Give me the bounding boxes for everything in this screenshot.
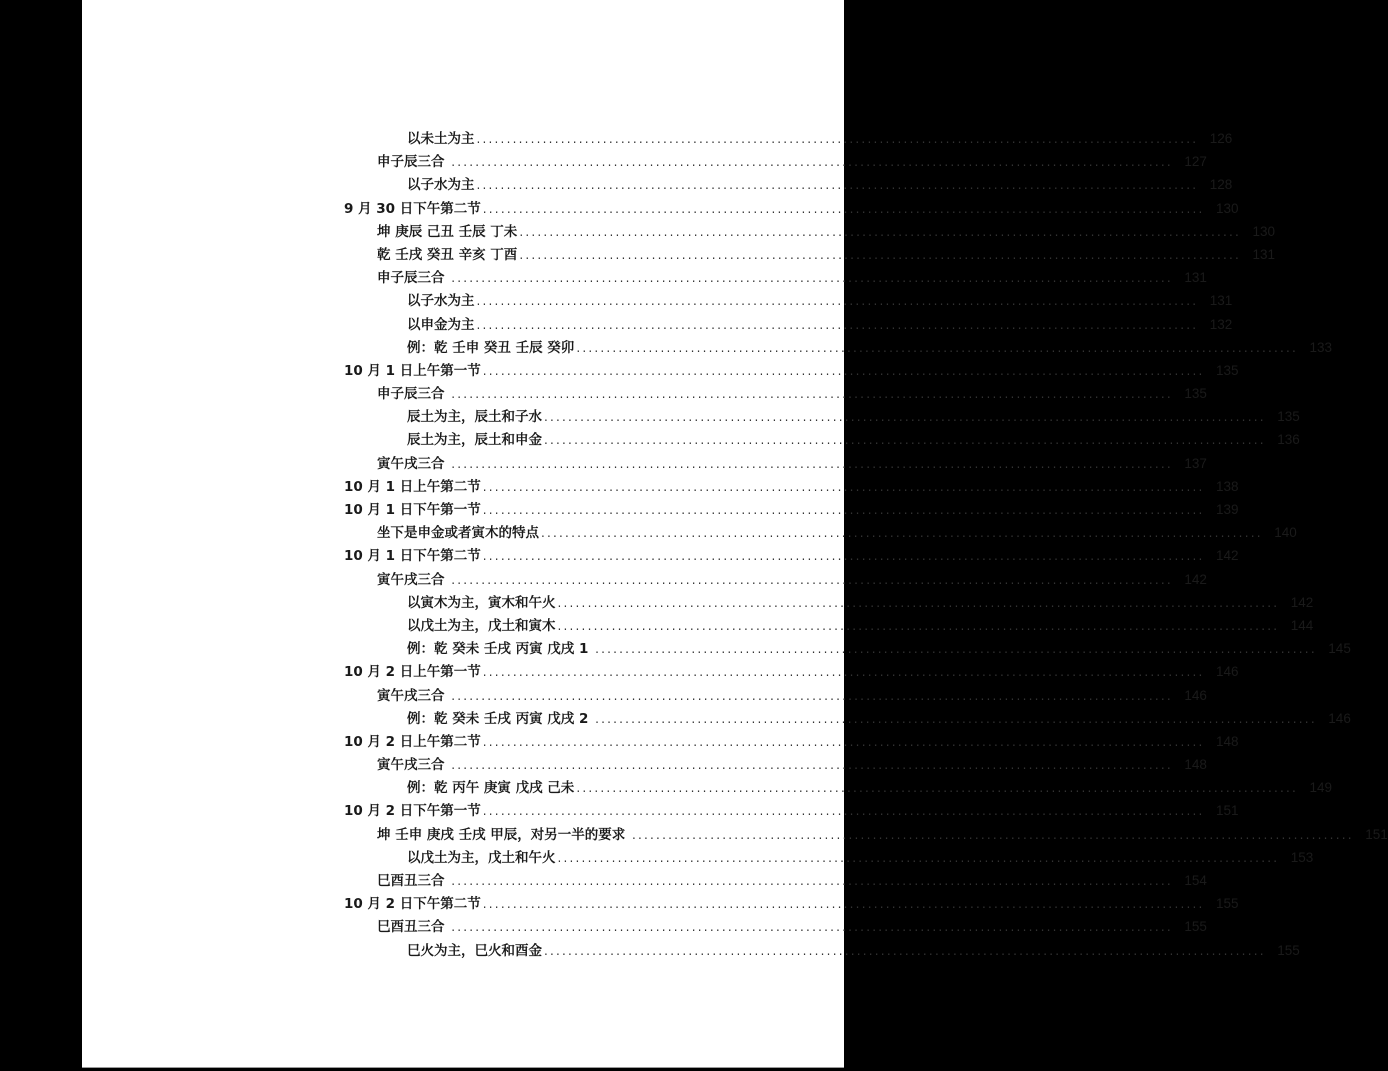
- toc-entry-title: 10 月 2 日下午第二节: [344, 896, 481, 913]
- toc-entry[interactable]: [344, 892, 1239, 915]
- toc-entry-page-number: 128: [1209, 177, 1233, 193]
- toc-entry-title: 例：乾 癸未 壬戌 丙寅 戊戌 1: [407, 641, 594, 658]
- toc-entry-page-number: 131: [1252, 246, 1276, 262]
- dot-leader: ........................................................................................................................: [544, 410, 1266, 425]
- toc-entry-page-number: 131: [1184, 270, 1207, 286]
- dot-leader: ........................................................................................................................: [576, 340, 1299, 355]
- toc-entry[interactable]: [344, 799, 1239, 822]
- toc-entry-title: 10 月 1 日下午第一节: [344, 502, 481, 518]
- toc-entry-title: 以戊土为主，戊土和午火: [407, 849, 556, 866]
- toc-entry[interactable]: [344, 405, 1300, 428]
- toc-entry[interactable]: [344, 243, 1276, 266]
- dot-leader: ........................................................................................................................: [541, 526, 1263, 541]
- toc-entry-page-number: 148: [1215, 733, 1239, 749]
- toc-entry-title: 坐下是申金或者寅木的特点: [377, 525, 539, 542]
- toc-entry[interactable]: [344, 637, 1351, 660]
- toc-entry[interactable]: [344, 568, 1207, 591]
- dot-leader: ........................................................................................................................: [482, 479, 1205, 494]
- toc-entry-page-number: 137: [1184, 455, 1207, 471]
- dot-leader: ........................................................................................................................: [544, 433, 1266, 448]
- toc-entry-title: 以未土为主: [407, 131, 475, 147]
- toc-entry-page-number: 142: [1290, 594, 1314, 610]
- toc-entry-title: 坤 壬申 庚戌 壬戌 甲辰，对另一半的要求: [377, 826, 630, 843]
- dot-leader: ........................................................................................................................: [476, 132, 1199, 146]
- toc-entry-title: 申子辰三合: [377, 386, 450, 403]
- toc-entry-page-number: 127: [1184, 154, 1207, 170]
- toc-entry-title: 10 月 1 日下午第二节: [344, 548, 481, 565]
- toc-entry[interactable]: [344, 382, 1207, 405]
- toc-entry[interactable]: [344, 730, 1239, 753]
- toc-entry[interactable]: [344, 823, 1388, 846]
- toc-entry[interactable]: [344, 915, 1207, 938]
- dot-leader: ........................................................................................................................: [595, 711, 1317, 726]
- toc-entry-title: 例：乾 癸未 壬戌 丙寅 戊戌 2: [407, 710, 594, 727]
- toc-entry-page-number: 133: [1309, 339, 1333, 355]
- toc-entry[interactable]: [344, 475, 1239, 498]
- toc-entry-page-number: 144: [1290, 617, 1314, 633]
- toc-entry-title: 坤 庚辰 己丑 壬辰 丁未: [377, 223, 518, 240]
- dot-leader: ........................................................................................................................: [482, 201, 1205, 216]
- dot-leader: ........................................................................................................................: [476, 178, 1199, 193]
- dot-leader: ........................................................................................................................: [482, 665, 1205, 680]
- toc-entry-title: 以子水为主: [407, 293, 475, 310]
- toc-entry-page-number: 151: [1365, 826, 1388, 842]
- toc-entry-page-number: 148: [1184, 757, 1207, 773]
- toc-entry-title: 申子辰三合: [377, 154, 450, 171]
- toc-entry[interactable]: [344, 591, 1314, 614]
- dot-leader: ........................................................................................................................: [476, 317, 1199, 332]
- toc-entry-title: 寅午戌三合: [377, 687, 450, 704]
- toc-entry-page-number: 153: [1290, 849, 1314, 865]
- toc-entry-title: 10 月 2 日上午第二节: [344, 733, 481, 750]
- toc-entry-title: 寅午戌三合: [377, 757, 450, 774]
- toc-entry-title: 9 月 30 日下午第二节: [344, 200, 481, 217]
- dot-leader: ........................................................................................................................: [482, 503, 1205, 517]
- toc-entry-page-number: 145: [1328, 641, 1351, 657]
- toc-entry-title: 申子辰三合: [377, 270, 450, 287]
- toc-entry-title: 乾 壬戌 癸丑 辛亥 丁酉: [377, 246, 518, 263]
- toc-entry-page-number: 126: [1209, 131, 1233, 146]
- dot-leader: ........................................................................................................................: [576, 781, 1299, 796]
- dot-leader: ........................................................................................................................: [482, 363, 1205, 378]
- dot-leader: ........................................................................................................................: [451, 456, 1173, 471]
- toc-entry[interactable]: [344, 544, 1239, 567]
- dot-leader: ........................................................................................................................: [482, 804, 1205, 819]
- toc-entry-title: 以子水为主: [407, 177, 475, 194]
- document-page: [82, 0, 1388, 1068]
- dot-leader: ........................................................................................................................: [482, 734, 1205, 749]
- toc-entry-title: 例：乾 丙午 庚寅 戊戌 己未: [407, 780, 575, 797]
- dot-leader: ........................................................................................................................: [451, 155, 1173, 170]
- toc-entry-page-number: 138: [1215, 478, 1239, 494]
- dot-leader: ........................................................................................................................: [451, 874, 1173, 888]
- toc-entry[interactable]: [344, 220, 1276, 243]
- toc-entry-page-number: 135: [1277, 409, 1300, 425]
- dot-leader: ........................................................................................................................: [451, 271, 1173, 286]
- dot-leader: ........................................................................................................................: [519, 224, 1242, 239]
- toc-entry-page-number: 146: [1328, 710, 1351, 726]
- toc-entry[interactable]: [344, 336, 1333, 359]
- toc-entry-page-number: 151: [1215, 803, 1239, 819]
- toc-entry-page-number: 139: [1215, 502, 1239, 517]
- dot-leader: ........................................................................................................................: [632, 827, 1354, 842]
- toc-entry-page-number: 131: [1209, 293, 1233, 309]
- dot-leader: ........................................................................................................................: [544, 943, 1266, 958]
- toc-entry[interactable]: [344, 707, 1351, 730]
- toc-entry[interactable]: [344, 313, 1233, 336]
- dot-leader: ........................................................................................................................: [482, 549, 1205, 564]
- toc-entry[interactable]: [344, 289, 1233, 312]
- toc-entry-page-number: 142: [1184, 571, 1207, 587]
- toc-entry-title: 10 月 2 日上午第一节: [344, 664, 481, 681]
- toc-entry-title: 辰土为主，辰土和子水: [407, 409, 542, 426]
- dot-leader: ........................................................................................................................: [557, 595, 1280, 610]
- dot-leader: ........................................................................................................................: [595, 642, 1317, 657]
- toc-entry-title: 10 月 1 日上午第一节: [344, 362, 481, 379]
- toc-entry-page-number: 136: [1277, 432, 1300, 448]
- toc-entry[interactable]: [344, 684, 1207, 707]
- toc-entry-page-number: 146: [1184, 687, 1207, 703]
- toc-entry-title: 例：乾 壬申 癸丑 壬辰 癸卯: [407, 339, 575, 356]
- toc-entry[interactable]: [344, 428, 1300, 451]
- toc-entry-title: 以戊土为主，戊土和寅木: [407, 617, 556, 634]
- toc-entry[interactable]: [344, 498, 1239, 521]
- toc-entry-title: 巳酉丑三合: [377, 919, 450, 936]
- toc-entry-page-number: 142: [1215, 548, 1239, 564]
- toc-entry-page-number: 154: [1184, 873, 1207, 888]
- toc-entry-title: 巳火为主，巳火和酉金: [407, 942, 542, 959]
- toc-entry[interactable]: [344, 753, 1207, 776]
- toc-entry-page-number: 155: [1277, 942, 1300, 958]
- toc-entry-page-number: 132: [1209, 316, 1233, 332]
- toc-entry[interactable]: [344, 173, 1233, 196]
- dot-leader: ........................................................................................................................: [557, 618, 1280, 633]
- dot-leader: ........................................................................................................................: [451, 688, 1173, 703]
- dot-leader: ........................................................................................................................: [451, 758, 1173, 773]
- toc-entry-title: 以申金为主: [407, 316, 475, 333]
- toc-entry[interactable]: [344, 197, 1239, 220]
- toc-entry[interactable]: [344, 266, 1207, 289]
- toc-entry[interactable]: [344, 939, 1300, 962]
- toc-entry-title: 寅午戌三合: [377, 455, 450, 472]
- toc-entry-title: 10 月 1 日上午第二节: [344, 478, 481, 495]
- toc-entry[interactable]: [344, 869, 1207, 892]
- dot-leader: ........................................................................................................................: [557, 850, 1280, 865]
- dot-leader: ........................................................................................................................: [482, 897, 1205, 912]
- toc-entry-page-number: 149: [1309, 780, 1333, 796]
- dot-leader: ........................................................................................................................: [451, 920, 1173, 935]
- toc-entry[interactable]: [344, 846, 1314, 869]
- toc-entry-page-number: 140: [1274, 525, 1297, 541]
- toc-entry-page-number: 155: [1184, 919, 1207, 935]
- toc-entry-title: 寅午戌三合: [377, 571, 450, 588]
- toc-entry-title: 以寅木为主，寅木和午火: [407, 594, 556, 611]
- dot-leader: ........................................................................................................................: [519, 247, 1242, 262]
- toc-entry[interactable]: [344, 452, 1207, 475]
- toc-entry-title: 辰土为主，辰土和申金: [407, 432, 542, 449]
- toc-entry-page-number: 130: [1215, 200, 1239, 216]
- toc-entry[interactable]: [344, 150, 1207, 173]
- toc-entry-page-number: 146: [1215, 664, 1239, 680]
- toc-entry[interactable]: [344, 521, 1297, 544]
- toc-entry[interactable]: [344, 127, 1233, 150]
- dot-leader: ........................................................................................................................: [476, 294, 1199, 309]
- toc-entry[interactable]: [344, 776, 1333, 799]
- toc-entry-page-number: 135: [1215, 362, 1239, 378]
- toc-entry-page-number: 135: [1184, 386, 1207, 402]
- toc-entry-page-number: 155: [1215, 896, 1239, 912]
- toc-entry[interactable]: [344, 614, 1314, 637]
- toc-entry[interactable]: [344, 660, 1239, 683]
- dot-leader: ........................................................................................................................: [451, 387, 1173, 402]
- toc-entry-title: 10 月 2 日下午第一节: [344, 803, 481, 820]
- toc-entry-page-number: 130: [1252, 223, 1276, 239]
- table-of-contents: [344, 127, 1388, 962]
- dot-leader: ........................................................................................................................: [451, 572, 1173, 587]
- page-bottom-edge: [82, 1067, 844, 1068]
- toc-entry[interactable]: [344, 359, 1239, 382]
- toc-entry-title: 巳酉丑三合: [377, 873, 450, 889]
